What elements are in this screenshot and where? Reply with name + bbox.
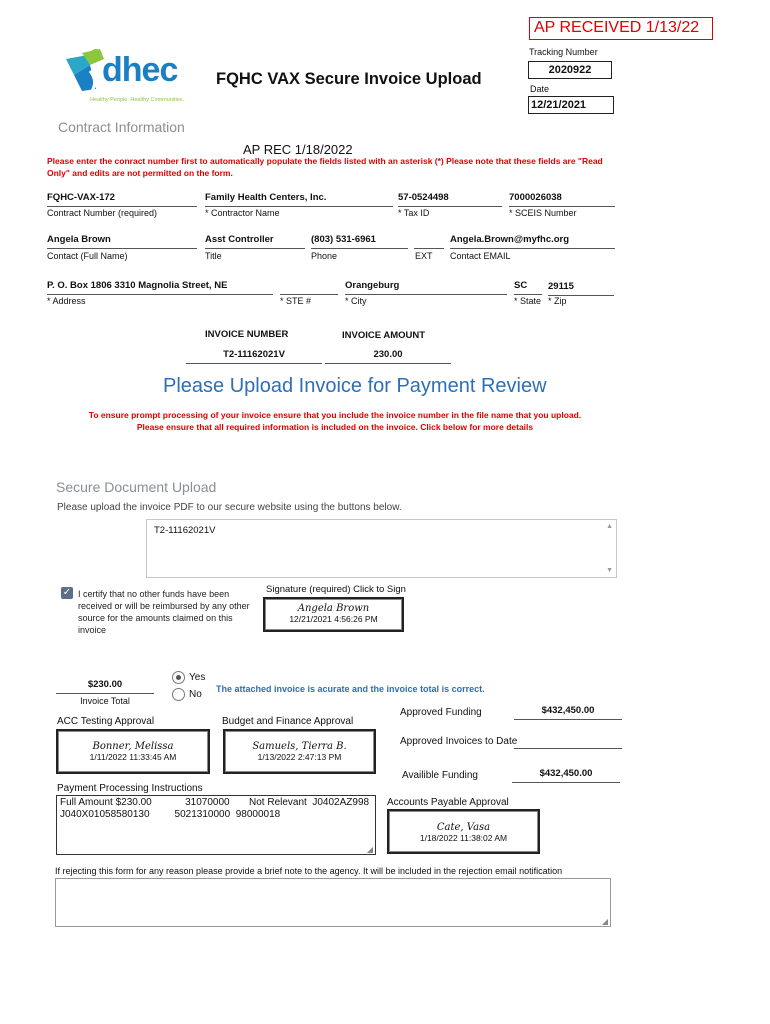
radio-yes-label: Yes <box>189 672 206 683</box>
phone-label: Phone <box>311 251 338 261</box>
logo-wordmark: dhec <box>102 51 178 89</box>
ap-approval-name: Cate, Vasa <box>436 822 491 833</box>
invoice-total-label: Invoice Total <box>80 696 130 706</box>
received-stamp-text: AP RECEIVED 1/13/22 <box>534 19 700 36</box>
tracking-label: Tracking Number <box>529 47 598 57</box>
tax-id-label: * Tax ID <box>398 208 430 218</box>
logo-tagline: Healthy People. Healthy Communities. <box>90 97 185 103</box>
dhec-logo <box>60 45 200 107</box>
contact-name-field[interactable]: Angela Brown <box>47 234 197 249</box>
title-label: Title <box>205 251 222 261</box>
received-stamp <box>529 17 713 40</box>
tax-id-field[interactable]: 57-0524498 <box>398 192 502 207</box>
radio-yes[interactable] <box>172 671 185 684</box>
contract-number-field[interactable]: FQHC-VAX-172 <box>47 192 197 207</box>
city-field[interactable]: Orangeburg <box>345 280 507 295</box>
budget-approval-datetime: 1/13/2022 2:47:13 PM <box>257 752 342 762</box>
acc-approval-box[interactable] <box>56 729 210 774</box>
contract-instructions: Please enter the conract number first to automatically populate the fields listed with an asterisk (*) Please note that these fields are "Read Only" and edits are not permitted on the form. <box>47 156 603 178</box>
sceis-number-field[interactable]: 7000026038 <box>509 192 615 207</box>
available-funding-label: Availible Funding <box>402 770 478 781</box>
contractor-name-field[interactable]: Family Health Centers, Inc. <box>205 192 393 207</box>
contact-email-label: Contact EMAIL <box>450 251 511 261</box>
ap-rec-note: AP REC 1/18/2022 <box>243 142 353 157</box>
contract-section-heading: Contract Information <box>58 119 185 135</box>
attached-note: The attached invoice is acurate and the invoice total is correct. <box>216 684 485 694</box>
contact-name-label: Contact (Full Name) <box>47 251 128 261</box>
radio-no[interactable] <box>172 688 185 701</box>
state-label: * State <box>514 296 542 306</box>
secure-upload-heading: Secure Document Upload <box>56 479 217 495</box>
resize-handle-icon[interactable]: ◢ <box>366 845 373 854</box>
ext-field[interactable] <box>414 234 444 249</box>
ap-approval-label: Accounts Payable Approval <box>387 797 509 808</box>
invoice-amount-label: INVOICE AMOUNT <box>342 330 426 341</box>
invoice-number-label: INVOICE NUMBER <box>205 329 289 340</box>
checkmark-icon: ✓ <box>62 587 72 598</box>
state-field[interactable]: SC <box>514 280 542 295</box>
contractor-name-label: * Contractor Name <box>205 208 280 218</box>
budget-approval-label: Budget and Finance Approval <box>222 716 354 727</box>
secure-upload-instructions: Please upload the invoice PDF to our secure website using the buttons below. <box>57 502 402 513</box>
title-field[interactable]: Asst Controller <box>205 234 305 249</box>
budget-approval-name: Samuels, Tierra B. <box>252 741 347 752</box>
ste-label: * STE # <box>280 296 312 306</box>
payment-instructions-line-1: Full Amount $230.00 31070000 Not Relevant J0402AZ998 <box>60 797 370 808</box>
page-title: FQHC VAX Secure Invoice Upload <box>216 70 482 88</box>
contact-email-field[interactable]: Angela.Brown@myfhc.org <box>450 234 615 249</box>
address-field[interactable]: P. O. Box 1806 3310 Magnolia Street, NE <box>47 280 273 295</box>
ste-field[interactable] <box>280 280 338 295</box>
radio-yes-dot <box>176 675 181 680</box>
approved-funding-label: Approved Funding <box>400 707 482 718</box>
approved-invoices-field[interactable] <box>514 734 622 749</box>
signature-box[interactable] <box>263 597 404 632</box>
tracking-number-field[interactable]: 2020922 <box>528 61 612 79</box>
date-label: Date <box>530 84 550 94</box>
certify-checkbox[interactable] <box>61 587 73 599</box>
upload-note-2[interactable]: Please ensure that all required information is included on the invoice. Click below for more details <box>136 422 534 432</box>
invoice-amount-field[interactable]: 230.00 <box>325 349 451 364</box>
acc-approval-datetime: 1/11/2022 11:33:45 AM <box>89 752 177 762</box>
invoice-total-field[interactable]: $230.00 <box>56 679 154 694</box>
upload-note-1: To ensure prompt processing of your invoice ensure that you include the invoice number in the file name that you upload. <box>88 410 582 420</box>
signature-datetime: 12/21/2021 4:56:26 PM <box>289 614 378 624</box>
budget-approval-box[interactable] <box>223 729 376 774</box>
invoice-number-field[interactable]: T2-11162021V <box>186 349 322 364</box>
signature-name: Angela Brown <box>297 603 370 614</box>
rejection-label: If rejecting this form for any reason please provide a brief note to the agency. It will be included in the rejection email notification <box>55 866 563 876</box>
address-label: * Address <box>47 296 86 306</box>
upload-heading: Please Upload Invoice for Payment Review <box>163 375 547 397</box>
signature-label: Signature (required) Click to Sign <box>266 584 406 595</box>
acc-approval-name: Bonner, Melissa <box>92 741 174 752</box>
payment-instructions-label: Payment Processing Instructions <box>57 783 203 794</box>
ext-label: EXT <box>415 251 433 261</box>
date-field[interactable]: 12/21/2021 <box>528 96 614 114</box>
acc-approval-label: ACC Testing Approval <box>57 716 155 727</box>
payment-instructions-line-2: J040X01058580130 5021310000 98000018 <box>60 809 281 820</box>
zip-label: * Zip <box>548 296 567 306</box>
available-funding-field[interactable]: $432,450.00 <box>512 768 620 783</box>
rejection-note-field[interactable] <box>55 878 611 927</box>
city-label: * City <box>345 296 367 306</box>
certify-text: I certify that no other funds have been received or will be reimbursed by any other source for the amounts claimed on this invoice <box>78 589 250 635</box>
radio-no-label: No <box>189 689 202 700</box>
uploaded-file-box[interactable] <box>146 519 617 578</box>
sceis-number-label: * SCEIS Number <box>509 208 577 218</box>
scroll-up-icon[interactable]: ▲ <box>606 523 613 530</box>
zip-field[interactable]: 29115 <box>548 281 614 296</box>
approved-invoices-label: Approved Invoices to Date <box>400 736 518 747</box>
scroll-down-icon[interactable]: ▼ <box>606 567 613 574</box>
rejection-resize-icon[interactable]: ◢ <box>601 917 608 926</box>
uploaded-file-name: T2-11162021V <box>154 525 216 536</box>
rejection-note-text <box>56 879 610 883</box>
payment-instructions-box[interactable] <box>56 795 376 855</box>
ap-approval-box[interactable] <box>387 809 540 854</box>
contract-number-label: Contract Number (required) <box>47 208 158 218</box>
approved-funding-field[interactable]: $432,450.00 <box>514 705 622 720</box>
phone-field[interactable]: (803) 531-6961 <box>311 234 408 249</box>
ap-approval-datetime: 1/18/2022 11:38:02 AM <box>419 833 508 843</box>
